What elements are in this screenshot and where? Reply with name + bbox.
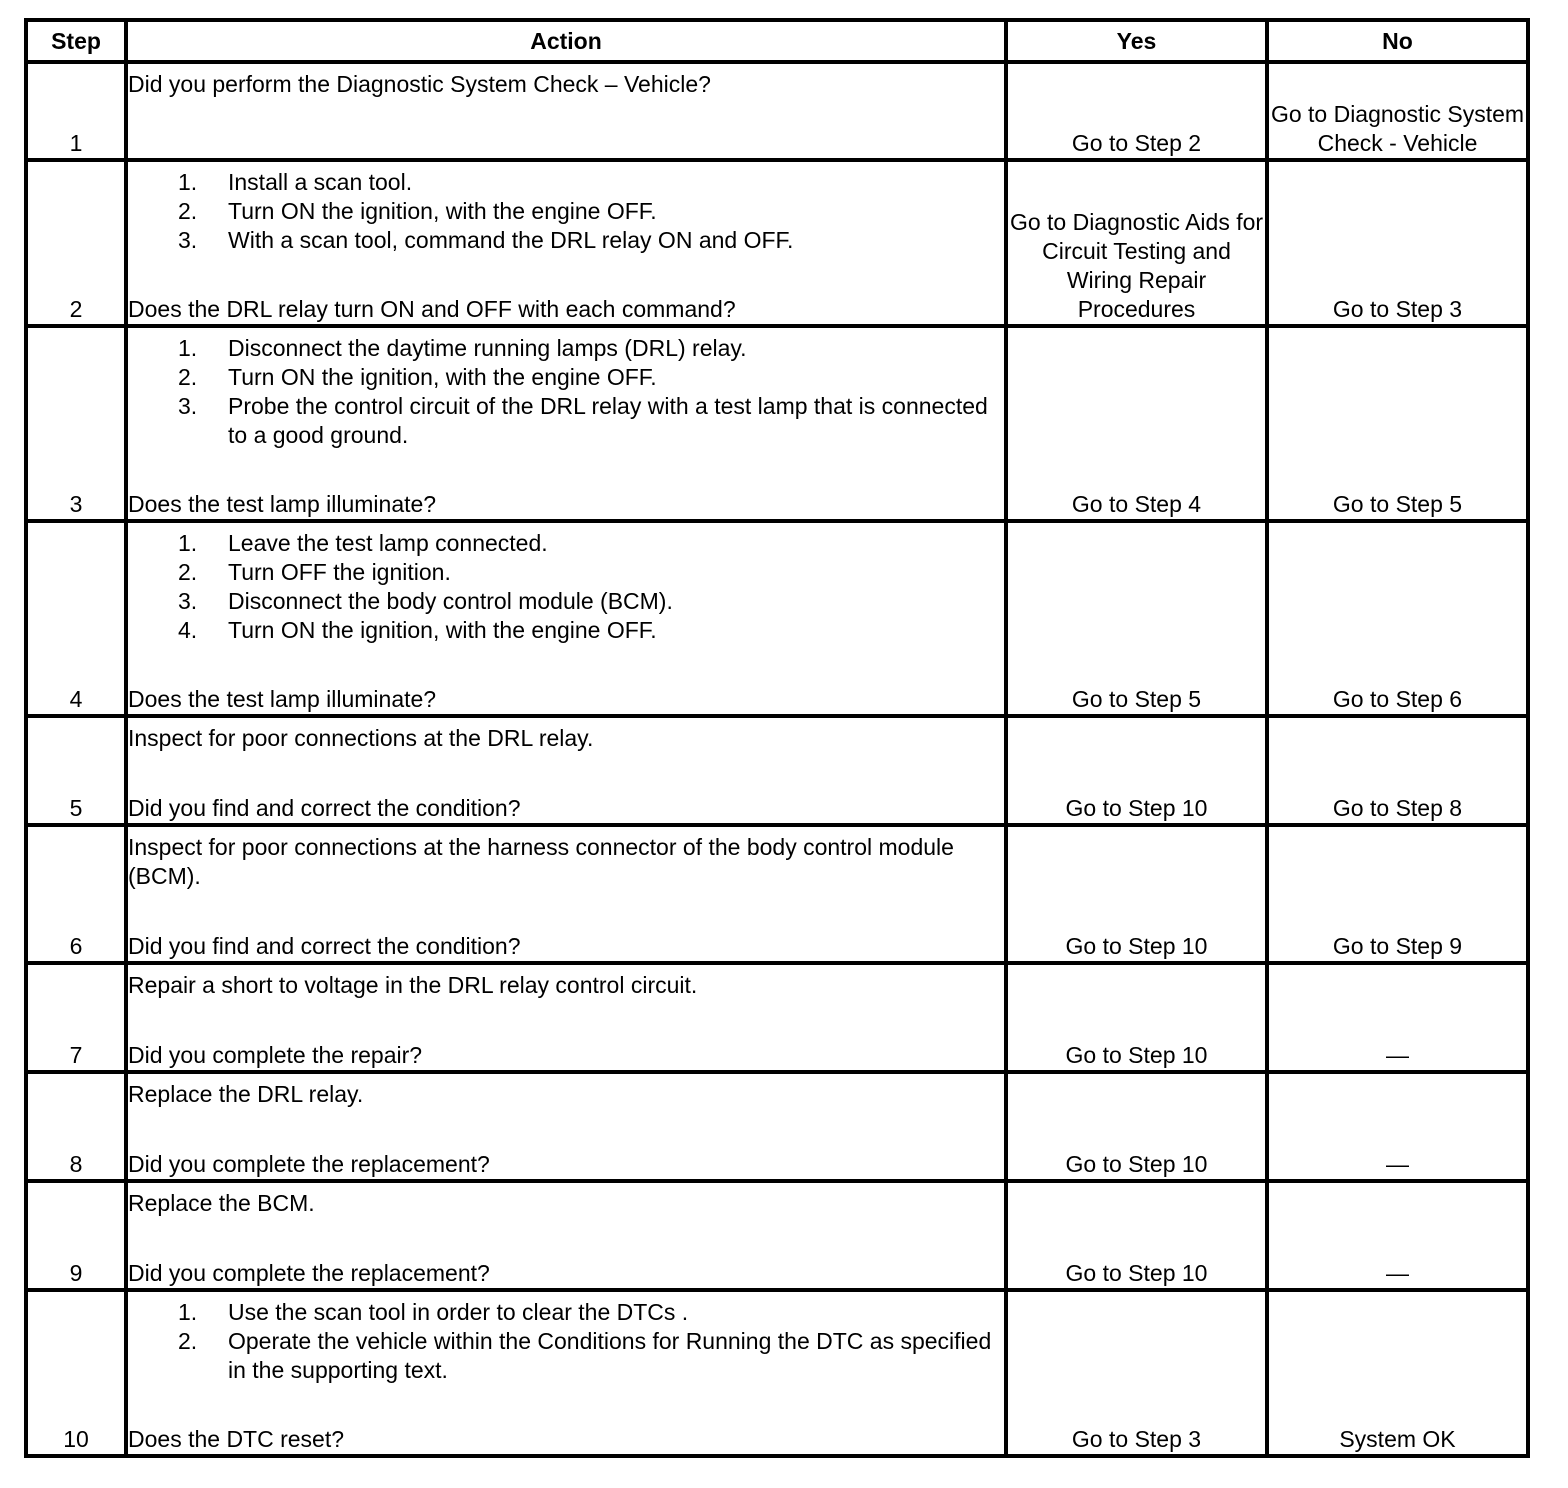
substep-list [128, 1298, 1004, 1385]
no-result: Go to Step 6 [1332, 686, 1463, 712]
substep-text: Operate the vehicle within the Conditions for Running the DTC as specified in the supporting text. [228, 1328, 992, 1383]
action-cell [126, 326, 1006, 521]
step-number: 3 [26, 326, 126, 521]
action-question: Does the DTC reset? [128, 1426, 345, 1452]
step-number: 6 [26, 825, 126, 963]
action-content [128, 70, 1004, 158]
no-cell [1267, 716, 1528, 825]
yes-cell [1006, 326, 1267, 521]
action-question: Does the DRL relay turn ON and OFF with each command? [128, 296, 736, 322]
action-question: Does the test lamp illuminate? [128, 491, 437, 517]
yes-cell [1006, 62, 1267, 160]
substep-item [128, 226, 1004, 255]
action-content [128, 334, 1004, 519]
action-cell [126, 1290, 1006, 1456]
action-content [128, 529, 1004, 714]
substep-number: 2. [178, 559, 198, 585]
action-content [128, 1298, 1004, 1454]
substep-item [128, 529, 1004, 558]
action-cell [126, 1181, 1006, 1290]
substep-item [128, 392, 1004, 450]
action-intro: Did you perform the Diagnostic System Check – Vehicle? [128, 71, 711, 97]
yes-cell [1006, 825, 1267, 963]
step-number: 4 [26, 521, 126, 716]
substep-item [128, 1327, 1004, 1385]
no-result: — [1386, 1260, 1409, 1286]
no-result: Go to Step 8 [1332, 795, 1463, 821]
substep-item [128, 197, 1004, 226]
action-cell [126, 1072, 1006, 1181]
yes-result: Go to Step 5 [1071, 686, 1202, 712]
table-row [26, 1072, 1528, 1181]
substep-item [128, 334, 1004, 363]
substep-number: 3. [178, 393, 198, 419]
substep-number: 2. [178, 364, 198, 390]
no-cell [1267, 160, 1528, 326]
action-question: Did you find and correct the condition? [128, 933, 521, 959]
action-intro: Replace the DRL relay. [128, 1081, 364, 1107]
substep-text: Turn OFF the ignition. [228, 559, 451, 585]
header-row [26, 20, 1528, 62]
yes-result: Go to Step 10 [1065, 1151, 1208, 1177]
substep-text: Leave the test lamp connected. [228, 530, 548, 556]
substep-number: 4. [178, 617, 198, 643]
substep-text: Disconnect the body control module (BCM). [228, 588, 673, 614]
header-step: Step [26, 20, 126, 62]
step-number: 10 [26, 1290, 126, 1456]
action-question: Did you find and correct the condition? [128, 795, 521, 821]
no-result: Go to Step 3 [1332, 296, 1463, 322]
substep-list [128, 168, 1004, 255]
action-cell [126, 825, 1006, 963]
table-row [26, 1181, 1528, 1290]
yes-result: Go to Step 2 [1071, 130, 1202, 156]
substep-number: 1. [178, 1299, 198, 1325]
no-cell [1267, 963, 1528, 1072]
table-row [26, 963, 1528, 1072]
action-intro: Repair a short to voltage in the DRL relay control circuit. [128, 972, 698, 998]
substep-text: Install a scan tool. [228, 169, 413, 195]
yes-result: Go to Step 10 [1065, 1042, 1208, 1068]
yes-cell [1006, 1290, 1267, 1456]
table-row [26, 1290, 1528, 1456]
yes-result: Go to Step 10 [1065, 1260, 1208, 1286]
yes-cell [1006, 1181, 1267, 1290]
table-row [26, 825, 1528, 963]
substep-item [128, 1298, 1004, 1327]
yes-cell [1006, 963, 1267, 1072]
step-number: 8 [26, 1072, 126, 1181]
substep-number: 1. [178, 530, 198, 556]
action-content [128, 833, 1004, 961]
yes-result: Go to Step 10 [1065, 933, 1208, 959]
substep-number: 2. [178, 198, 198, 224]
action-content [128, 724, 1004, 823]
substep-text: Use the scan tool in order to clear the DTCs . [228, 1299, 689, 1325]
table-row [26, 62, 1528, 160]
substep-list [128, 334, 1004, 450]
no-cell [1267, 521, 1528, 716]
action-content [128, 971, 1004, 1070]
no-cell [1267, 1181, 1528, 1290]
substep-text: Turn ON the ignition, with the engine OFF. [228, 617, 657, 643]
no-result: — [1386, 1151, 1409, 1177]
substep-list [128, 529, 1004, 645]
substep-text: Probe the control circuit of the DRL relay with a test lamp that is connected to a good ground. [228, 393, 988, 448]
substep-text: Turn ON the ignition, with the engine OFF. [228, 364, 657, 390]
diagnostic-table [24, 18, 1530, 1458]
no-result: Go to Diagnostic System Check - Vehicle [1270, 101, 1525, 156]
no-result: Go to Step 5 [1332, 491, 1463, 517]
action-content [128, 1189, 1004, 1288]
table-body [26, 62, 1528, 1456]
substep-item [128, 587, 1004, 616]
action-intro: Replace the BCM. [128, 1190, 315, 1216]
action-content [128, 1080, 1004, 1179]
yes-result: Go to Step 3 [1071, 1426, 1202, 1452]
no-cell [1267, 825, 1528, 963]
action-cell [126, 963, 1006, 1072]
substep-text: With a scan tool, command the DRL relay ON and OFF. [228, 227, 794, 253]
action-cell [126, 716, 1006, 825]
header-action: Action [126, 20, 1006, 62]
step-number: 2 [26, 160, 126, 326]
action-cell [126, 521, 1006, 716]
substep-item [128, 168, 1004, 197]
action-question: Did you complete the replacement? [128, 1151, 490, 1177]
substep-text: Turn ON the ignition, with the engine OFF. [228, 198, 657, 224]
substep-item [128, 363, 1004, 392]
no-result: Go to Step 9 [1332, 933, 1463, 959]
yes-result: Go to Step 4 [1071, 491, 1202, 517]
action-content [128, 168, 1004, 324]
action-question: Did you complete the replacement? [128, 1260, 490, 1286]
header-yes: Yes [1006, 20, 1267, 62]
yes-cell [1006, 521, 1267, 716]
substep-number: 1. [178, 169, 198, 195]
no-cell [1267, 326, 1528, 521]
action-question: Does the test lamp illuminate? [128, 686, 437, 712]
action-question: Did you complete the repair? [128, 1042, 423, 1068]
no-cell [1267, 62, 1528, 160]
yes-result: Go to Diagnostic Aids for Circuit Testing and Wiring Repair Procedures [1009, 209, 1264, 322]
step-number: 9 [26, 1181, 126, 1290]
table-row [26, 521, 1528, 716]
substep-number: 2. [178, 1328, 198, 1354]
table-row [26, 326, 1528, 521]
substep-text: Disconnect the daytime running lamps (DRL) relay. [228, 335, 747, 361]
yes-cell [1006, 160, 1267, 326]
action-intro: Inspect for poor connections at the harness connector of the body control module (BCM). [128, 834, 954, 889]
yes-cell [1006, 716, 1267, 825]
header-no: No [1267, 20, 1528, 62]
yes-cell [1006, 1072, 1267, 1181]
step-number: 5 [26, 716, 126, 825]
table-row [26, 160, 1528, 326]
action-intro: Inspect for poor connections at the DRL relay. [128, 725, 594, 751]
substep-number: 1. [178, 335, 198, 361]
no-cell [1267, 1072, 1528, 1181]
action-cell [126, 62, 1006, 160]
substep-number: 3. [178, 588, 198, 614]
substep-number: 3. [178, 227, 198, 253]
no-cell [1267, 1290, 1528, 1456]
no-result: — [1386, 1042, 1409, 1068]
step-number: 1 [26, 62, 126, 160]
table-row [26, 716, 1528, 825]
no-result: System OK [1339, 1426, 1456, 1452]
step-number: 7 [26, 963, 126, 1072]
substep-item [128, 558, 1004, 587]
yes-result: Go to Step 10 [1065, 795, 1208, 821]
action-cell [126, 160, 1006, 326]
substep-item [128, 616, 1004, 645]
